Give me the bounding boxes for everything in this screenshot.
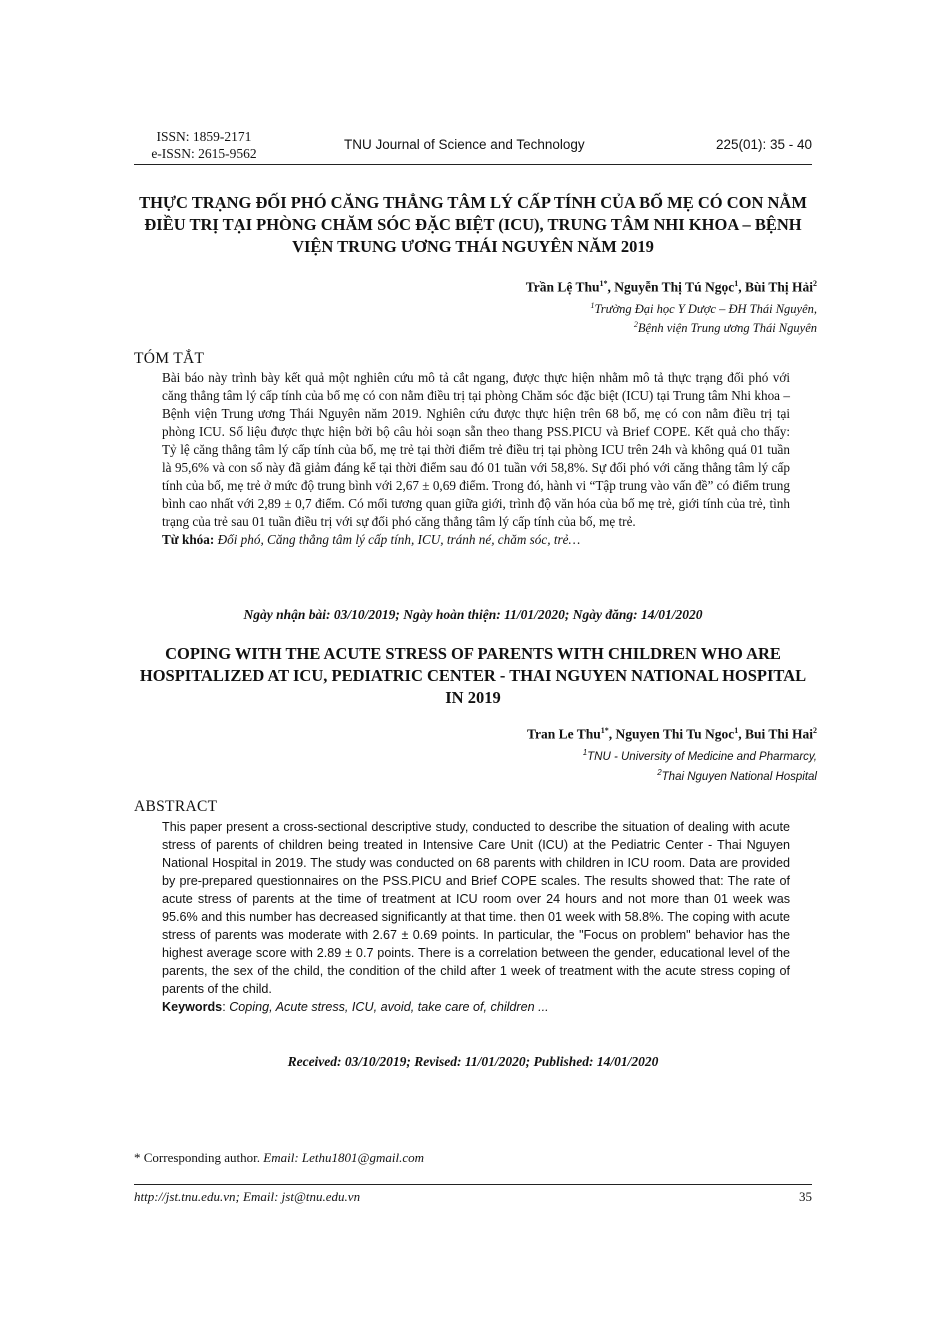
vn-author-1: Trần Lệ Thu [525, 279, 600, 295]
eissn: e-ISSN: 2615-9562 [151, 146, 257, 161]
journal-header [134, 128, 812, 165]
issue-pages: 225(01): 35 - 40 [715, 137, 812, 152]
issn: ISSN: 1859-2171 [156, 129, 252, 144]
vn-keywords-text: Đối phó, Căng thẳng tâm lý cấp tính, ICU, tránh né, chăm sóc, trẻ… [217, 532, 581, 547]
footnote-label: * Corresponding author. [134, 1150, 261, 1165]
vn-section-heading: TÓM TẮT [134, 350, 205, 367]
journal-name: TNU Journal of Science and Technology [344, 137, 585, 152]
vn-author-3: Bùi Thị Hải [744, 279, 813, 295]
en-authors: Tran Le Thu$^{1*}$, Nguyen Thi Tu Ngoc$^1$, Bui Thi Hai$^2$ [526, 726, 817, 742]
corresponding-author-footnote [134, 1150, 424, 1166]
vn-author-2-sup: 1 [734, 279, 739, 288]
en-author-1: Tran Le Thu [526, 726, 601, 742]
en-section-heading: ABSTRACT [134, 798, 218, 815]
vn-abstract-text: Bài báo này trình bày kết quả một nghiên cứu mô tả cắt ngang, được thực hiện nhằm mô tả thực trạng đối phó với căng thẳng tâm lý cấp tính của bố mẹ có con nằm điều trị tại phòng Chăm sóc đặc biệt (ICU) tại Trung tâm Nhi khoa – Bệnh viện Trung ương Thái Nguyên năm 2019. Nghiên cứu được thực hiện trên 68 bố, mẹ có con nằm điều trị tại phòng ICU. Số liệu được thực hiện bởi bộ câu hỏi soạn sẵn theo thang PSS.PICU và Brief COPE. Kết quả cho thấy: Tỷ lệ căng thẳng tâm lý cấp tính của bố, mẹ trẻ tại thời điểm trẻ điều trị tại phòng ICU trên 24h và không quá 01 tuần là 95,6% và con số này đã giảm đáng kể tại thời điểm sau đó 01 tuần với 58,8%. Sự đối phó với căng thẳng tâm lý cấp tính của bố, mẹ trẻ ở mức độ trung bình với 2,67 ± 0,69 điểm. Trong đó, hành vi “Tập trung vào vấn đề” có điểm trung bình cao nhất với 2,89 ± 0,7 điểm. Có mối tương quan giữa giới, trình độ văn hóa của bố mẹ trẻ, giới tính của trẻ, tình trạng của trẻ sau 01 tuần điều trị với sự đối phó căng thẳng tâm lý cấp tính của bố, mẹ trẻ. [162, 370, 790, 529]
issn-block [134, 128, 274, 162]
en-abstract-text: This paper present a cross-sectional descriptive study, conducted to describe the situation of dealing with acute stress of parents of children being treated in Intensive Care Unit (ICU) at the Pediatric Center - Thai Nguyen National Hospital in 2019. The study was conducted on 68 parents with children in ICU room. Data are provided by pre-prepared questionnaires on the PSS.PICU and Brief COPE scales. The results showed that: The rate of acute stress of parents at the time of treatment at ICU room over 24 hours and not more than 01 week was 95.6% and this number has decreased significantly at that time. then 01 week with 58.8%. The coping with acute stress of parents was moderate with 2.67 ± 0.69 points. In particular, the "Focus on problem" behavior has the highest average score with 2.89 ± 0.7 points. There is a correlation between the gender, educational level of the parents, the sex of the child, the condition of the child after 1 week of treatment with the acute stress coping of parents of the child. [162, 820, 790, 996]
en-keywords-text: Coping, Acute stress, ICU, avoid, take care of, children ... [229, 1000, 549, 1014]
en-affiliations [583, 745, 817, 785]
vn-keywords: Từ khóa: Đối phó, Căng thẳng tâm lý cấp tính, ICU, tránh né, chăm sóc, trẻ… [162, 532, 581, 547]
en-author-3: Bui Thi Hai [744, 726, 813, 742]
vn-title: THỰC TRẠNG ĐỐI PHÓ CĂNG THẲNG TÂM LÝ CẤP TÍNH CỦA BỐ MẸ CÓ CON NẰM ĐIỀU TRỊ TẠI PHÒNG CHĂM SÓC ĐẶC BIỆT (ICU), TRUNG TÂM NHI KHOA – BỆNH VIỆN TRUNG ƯƠNG THÁI NGUYÊN NĂM 2019 [139, 193, 807, 256]
vn-dates: Ngày nhận bài: 03/10/2019; Ngày hoàn thiện: 11/01/2020; Ngày đăng: 14/01/2020 [243, 607, 703, 622]
en-affil-1-sup: 1 [582, 748, 588, 757]
en-keywords: Keywords: Coping, Acute stress, ICU, avoid, take care of, children ... [162, 1000, 549, 1014]
vn-authors: Trần Lệ Thu$^{1*}$, Nguyễn Thị Tú Ngọc$^1$, Bùi Thị Hải$^2$ [525, 279, 817, 295]
footnote-email-label: Email: [263, 1150, 299, 1165]
page-number: 35 [799, 1189, 812, 1204]
en-abstract [162, 818, 790, 1016]
vn-author-1-sup: 1* [599, 279, 608, 288]
en-affil-2: Thai Nguyen National Hospital [661, 770, 817, 783]
en-author-2-sup: 1 [734, 726, 739, 735]
en-affil-2-sup: 2 [657, 767, 662, 777]
en-affil-1: TNU - University of Medicine and Pharmarcy, [587, 750, 817, 763]
en-title: COPING WITH THE ACUTE STRESS OF PARENTS WITH CHILDREN WHO ARE HOSPITALIZED AT ICU, PEDIATRIC CENTER - THAI NGUYEN NATIONAL HOSPITAL IN 2019 [139, 644, 807, 707]
vn-affiliations [591, 298, 817, 336]
page-footer [134, 1184, 812, 1205]
en-keywords-label: Keywords [162, 1000, 223, 1014]
en-dates: Received: 03/10/2019; Revised: 11/01/2020; Published: 14/01/2020 [287, 1054, 659, 1069]
vn-abstract [162, 369, 790, 549]
footer-links[interactable]: http://jst.tnu.edu.vn; Email: jst@tnu.edu.vn [134, 1189, 361, 1204]
vn-author-2: Nguyễn Thị Tú Ngọc [614, 279, 735, 295]
en-author-1-sup: 1* [600, 726, 609, 735]
vn-affil-1: Trường Đại học Y Dược – ĐH Thái Nguyên, [594, 302, 817, 317]
vn-affil-1-sup: 1 [590, 301, 595, 310]
vn-affil-2: Bệnh viện Trung ương Thái Nguyên [637, 321, 817, 336]
en-author-3-sup: 2 [813, 726, 817, 735]
vn-author-3-sup: 2 [813, 279, 817, 288]
footnote-email[interactable]: Lethu1801@gmail.com [301, 1150, 424, 1165]
vn-keywords-label: Từ khóa [162, 532, 210, 547]
vn-affil-2-sup: 2 [633, 320, 638, 330]
en-author-2: Nguyen Thi Tu Ngoc [615, 726, 735, 742]
